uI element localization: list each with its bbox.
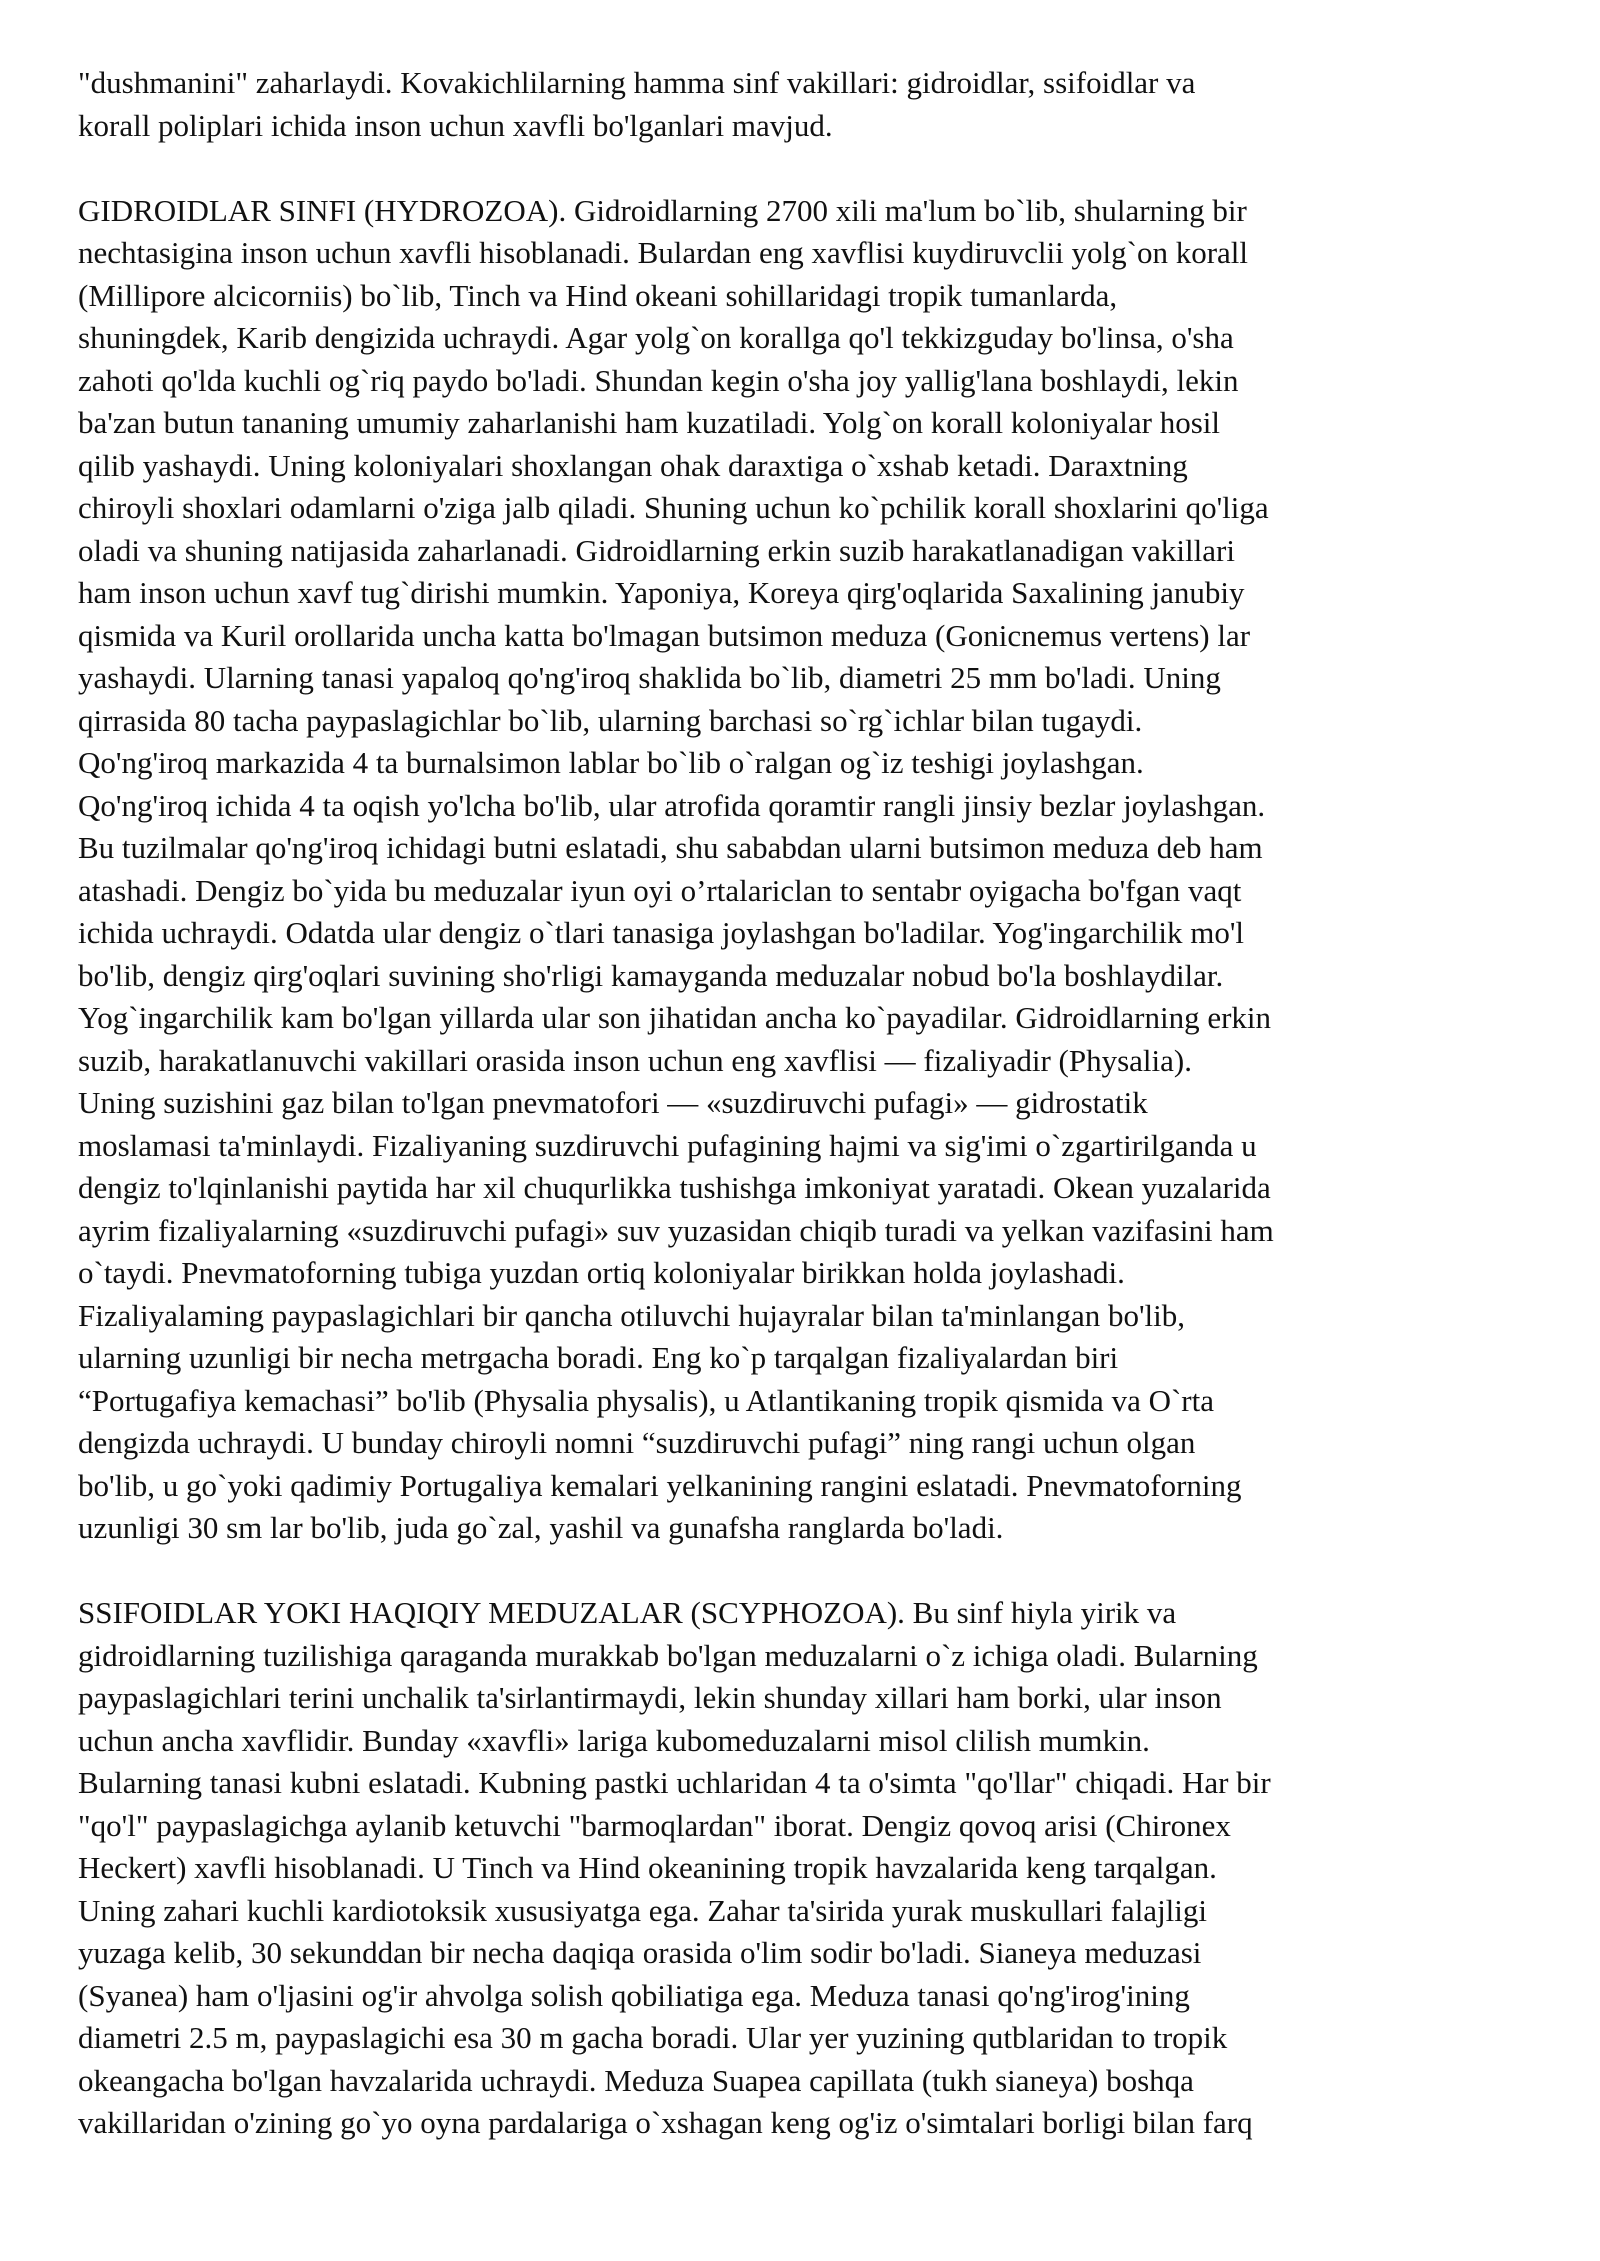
text-line: qismida va Kuril orollarida uncha katta bo'lmagan butsimon meduza (Gonicnemus vertens) lar [78,617,1251,653]
text-line: gidroidlarning tuzilishiga qaraganda murakkab bo'lgan meduzalarni o`z ichiga oladi. Bularning [78,1637,1258,1673]
text-line: korall poliplari ichida inson uchun xavfli bo'lganlari mavjud. [78,107,833,143]
paragraph-hydrozoa [78,190,1548,1550]
text-line: "qo'l" paypaslagichga aylanib ketuvchi "barmoqlardan" iborat. Dengiz qovoq arisi (Chironex [78,1807,1231,1843]
document-page [78,62,1548,2145]
paragraph-intro [78,62,1548,147]
text-line: paypaslagichlari terini unchalik ta'sirlantirmaydi, lekin shunday xillari ham borki, ular inson [78,1680,1222,1715]
text-line: yuzaga kelib, 30 sekunddan bir necha daqiqa orasida o'lim sodir bo'ladi. Sianeya meduzasi [78,1935,1202,1970]
text-line: nechtasigina inson uchun xavfli hisoblanadi. Bulardan eng xavflisi kuydiruvclii yolg`on korall [78,235,1249,270]
text-line: qilib yashaydi. Uning koloniyalari shoxlangan ohak daraxtiga o`xshab ketadi. Daraxtning [78,447,1188,483]
text-line: Qo'ng'iroq ichida 4 ta oqish yo'lcha bo'lib, ular atrofida qoramtir rangli jinsiy bezlar joylashgan. [78,787,1266,823]
text-line: ichida uchraydi. Odatda ular dengiz o`tlari tanasiga joylashgan bo'ladilar. Yog'ingarchilik mo'l [78,915,1245,950]
text-line: (Syanea) ham o'ljasini og'ir ahvolga solish qobiliatiga ega. Meduza tanasi qo'ng'irog'ining [78,1977,1190,2013]
paragraph-scyphozoa [78,1592,1548,2145]
text-line: Heckert) xavfli hisoblanadi. U Tinch va Hind okeanining tropik havzalarida keng tarqalgan. [78,1850,1217,1885]
text-line: (Millipore alcicorniis) bo`lib, Tinch va Hind okeani sohillaridagi tropik tumanlarda, [78,277,1118,313]
text-line: bo'lib, dengiz qirg'oqlari suvining sho'rligi kamayganda meduzalar nobud bo'la boshlaydilar. [78,957,1224,993]
text-line: Uning suzishini gaz bilan to'lgan pnevmatofori — «suzdiruvchi pufagi» — gidrostatik [78,1085,1148,1120]
text-line: chiroyli shoxlari odamlarni o'ziga jalb qiladi. Shuning uchun ko`pchilik korall shoxlarini qo'liga [78,490,1269,525]
text-line: ham inson uchun xavf tug`dirishi mumkin. Yaponiya, Koreya qirg'oqlarida Saxalining janubiy [78,575,1245,610]
text-line: moslamasi ta'minlaydi. Fizaliyaning suzdiruvchi pufagining hajmi va sig'imi o`zgartirilganda u [78,1127,1257,1163]
text-line: dengizda uchraydi. U bunday chiroyli nomni “suzdiruvchi pufagi” ning rangi uchun olgan [78,1425,1196,1460]
text-line: "dushmanini" zaharlaydi. Kovakichlilarning hamma sinf vakillari: gidroidlar, ssifoidlar va [78,65,1196,100]
text-line: “Portugafiya kemachasi” bo'lib (Physalia physalis), u Atlantikaning tropik qismida va O`rta [78,1382,1214,1418]
text-line: uzunligi 30 sm lar bo'lib, juda go`zal, yashil va gunafsha ranglarda bo'ladi. [78,1510,1004,1545]
text-line: vakillaridan o'zining go`yo oyna pardalariga o`xshagan keng og'iz o'simtalari borligi bilan farq [78,2105,1253,2140]
text-line: Fizaliyalaming paypaslagichlari bir qancha otiluvchi hujayralar bilan ta'minlangan bo'lib, [78,1297,1186,1333]
text-line: atashadi. Dengiz bo`yida bu meduzalar iyun oyi o’rtalariclan to sentabr oyigacha bo'fgan vaqt [78,872,1242,908]
text-line: Bularning tanasi kubni eslatadi. Kubning pastki uchlaridan 4 ta o'simta "qo'llar" chiqadi. Har bir [78,1765,1271,1800]
text-line: zahoti qo'lda kuchli og`riq paydo bo'ladi. Shundan kegin o'sha joy yallig'lana boshlaydi, lekin [78,362,1239,398]
text-line: ayrim fizaliyalarning «suzdiruvchi pufagi» suv yuzasidan chiqib turadi va yelkan vazifasini ham [78,1212,1274,1248]
paragraph-gap [78,1550,1548,1593]
paragraph-gap [78,147,1548,190]
text-line: shuningdek, Karib dengizida uchraydi. Agar yolg`on korallga qo'l tekkizguday bo'linsa, o'sha [78,320,1234,355]
text-line: dengiz to'lqinlanishi paytida har xil chuqurlikka tushishga imkoniyat yaratadi. Okean yuzalarida [78,1170,1271,1205]
text-line: GIDROIDLAR SINFI (HYDROZOA). Gidroidlarning 2700 xili ma'lum bo`lib, shularning bir [78,192,1247,228]
text-line: diametri 2.5 m, paypaslagichi esa 30 m gacha boradi. Ular yer yuzining qutblaridan to tropik [78,2020,1228,2055]
text-line: bo'lib, u go`yoki qadimiy Portugaliya kemalari yelkanining rangini eslatadi. Pnevmatoforning [78,1467,1242,1503]
text-line: Uning zahari kuchli kardiotoksik xususiyatga ega. Zahar ta'sirida yurak muskullari falajligi [78,1892,1208,1928]
text-line: uchun ancha xavflidir. Bunday «xavfli» lariga kubomeduzalarni misol clilish mumkin. [78,1722,1150,1758]
text-line: Qo'ng'iroq markazida 4 ta burnalsimon lablar bo`lib o`ralgan og`iz teshigi joylashgan. [78,745,1144,780]
text-line: ba'zan butun tananing umumiy zaharlanishi ham kuzatiladi. Yolg`on korall koloniyalar hosil [78,405,1221,440]
text-line: ularning uzunligi bir necha metrgacha boradi. Eng ko`p tarqalgan fizaliyalardan biri [78,1340,1119,1375]
text-line: SSIFOIDLAR YOKI HAQIQIY MEDUZALAR (SCYPHOZOA). Bu sinf hiyla yirik va [78,1595,1177,1630]
text-line: okeangacha bo'lgan havzalarida uchraydi. Meduza Suapea capillata (tukh sianeya) boshqa [78,2062,1194,2098]
text-line: Yog`ingarchilik kam bo'lgan yillarda ular son jihatidan ancha ko`payadilar. Gidroidlarning erkin [78,1000,1272,1035]
text-line: yashaydi. Ularning tanasi yapaloq qo'ng'iroq shaklida bo`lib, diametri 25 mm bo'ladi. Uning [78,660,1221,695]
text-line: o`taydi. Pnevmatoforning tubiga yuzdan ortiq koloniyalar birikkan holda joylashadi. [78,1255,1125,1290]
text-line: Bu tuzilmalar qo'ng'iroq ichidagi butni eslatadi, shu sababdan ularni butsimon meduza deb ham [78,830,1263,865]
text-line: suzib, harakatlanuvchi vakillari orasida inson uchun eng xavflisi — fizaliyadir (Physalia). [78,1042,1192,1078]
text-line: oladi va shuning natijasida zaharlanadi. Gidroidlarning erkin suzib harakatlanadigan vakillari [78,532,1235,568]
text-line: qirrasida 80 tacha paypaslagichlar bo`lib, ularning barchasi so`rg`ichlar bilan tugaydi. [78,702,1143,738]
